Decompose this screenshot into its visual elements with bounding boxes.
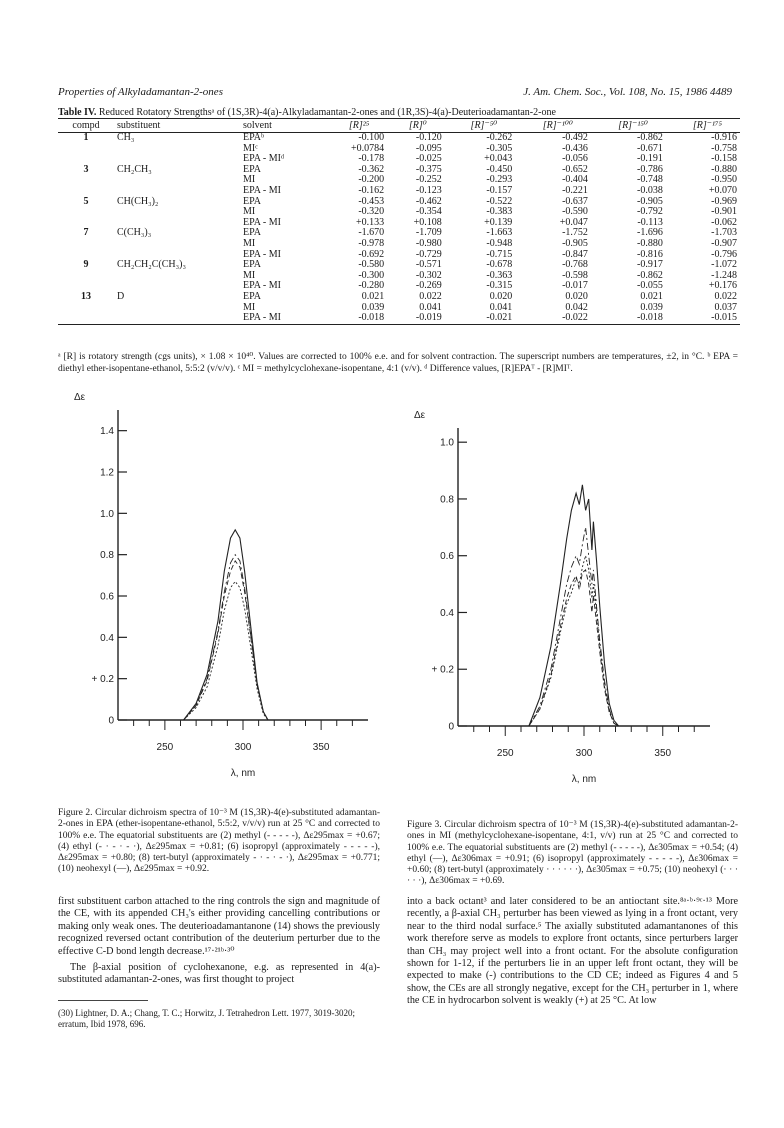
table-cell: -0.293 [486, 174, 513, 186]
table-cell: CH(CH₃)₂ [117, 195, 159, 207]
figure-3-caption: Figure 3. Circular dichroism spectra of 10⁻³ M (1S,3R)-4(e)-substituted adamantan-2-ones in MI (methylcyclohexane-isopentane, 4:1, v/v) run at 25 °C and corrected to 100% e.e. The equatorial substituents are (2) methyl (- - - - -), Δε305max = +0.54; (4) ethyl (—), Δε306max = +0.91; (6) isopropyl (approximately - - - - -), Δε306max = +0.60; (8) tert-butyl (approximately · · · · · ·), Δε305max = +0.75; (10) neohexyl (· · · · · ·), Δε306max = +0.69. [407, 820, 738, 887]
table-cell: -0.786 [636, 163, 663, 175]
table-cell: -0.262 [486, 132, 513, 143]
table-cell: -0.768 [562, 259, 588, 271]
table-cell [114, 144, 240, 155]
table-cell: EPA - MI [243, 280, 281, 292]
table-cell: 7 [83, 227, 89, 239]
table-cell: -0.158 [711, 153, 737, 165]
table-cell: -0.758 [711, 142, 737, 154]
fig2-x-axis-label: λ, nm [230, 768, 256, 779]
table-cell: EPA [243, 195, 261, 207]
table-cell: -0.320 [358, 206, 385, 218]
table-title [58, 107, 738, 118]
table-cell: -0.157 [486, 184, 513, 196]
table-cell: -0.880 [711, 163, 737, 175]
table-cell: EPAᵇ [243, 132, 265, 143]
table-cell: +0.108 [413, 216, 442, 228]
table-cell: -0.580 [358, 259, 385, 271]
table-cell: -0.354 [415, 206, 442, 218]
table-cell: -0.590 [562, 206, 588, 218]
table-cell [114, 281, 240, 292]
table-cell: CH₂CH₂C(CH₃)₃ [117, 259, 186, 271]
fig2-y-axis-label: Δε [74, 392, 86, 403]
table-cell: -1.752 [562, 227, 588, 239]
table-cell: -0.637 [562, 195, 588, 207]
column-header-1: substituent [114, 119, 240, 133]
table-cell: -0.015 [666, 313, 740, 324]
table-cell [114, 271, 240, 282]
fig3-y-tick-label: 0.6 [440, 551, 454, 563]
table-cell [58, 175, 114, 186]
table-cell: -0.018 [591, 313, 666, 324]
table-cell: EPA [243, 163, 261, 175]
table-cell: -1.709 [415, 227, 442, 239]
fig3-x-tick-label: 350 [654, 748, 672, 759]
fig2-x-tick-label: 250 [156, 742, 174, 753]
table-cell: -0.671 [636, 142, 663, 154]
fig3-y-tick-label: + 0.2 [431, 664, 454, 676]
table-cell: -0.113 [637, 216, 663, 228]
table-cell [114, 303, 240, 314]
table-cell: -0.362 [358, 163, 385, 175]
table-cell: -0.018 [326, 313, 387, 324]
table-cell [58, 186, 114, 197]
reference-30: (30) Lightner, D. A.; Chang, T. C.; Horwitz, J. Tetrahedron Lett. 1977, 3019-3020; erratum, Ibid 1978, 696. [58, 1008, 355, 1029]
table-cell: +0.176 [708, 280, 737, 292]
running-header-title: Properties of Alkyladamantan-2-ones [58, 86, 223, 98]
table-cell: -0.905 [562, 237, 588, 249]
table-cell: EPA [243, 259, 261, 271]
table-cell: -0.038 [636, 184, 663, 196]
column-header-0: compd [58, 119, 114, 133]
table-row [58, 186, 740, 197]
table-cell: -0.363 [486, 269, 513, 281]
table-cell: -0.383 [486, 206, 513, 218]
table-cell: +0.043 [484, 153, 513, 165]
table-cell: -0.980 [415, 237, 442, 249]
table-cell: 0.020 [565, 290, 588, 302]
table-cell: -1.248 [711, 269, 737, 281]
column-header-8: [R]⁻¹⁷⁵ [666, 119, 740, 133]
table-cell: +0.139 [484, 216, 513, 228]
table-cell [58, 144, 114, 155]
running-header-journal: J. Am. Chem. Soc., Vol. 108, No. 15, 1986 4489 [523, 86, 732, 98]
table-cell [114, 313, 240, 324]
table-cell: -0.302 [415, 269, 442, 281]
table-cell: -0.252 [415, 174, 442, 186]
table-cell: -0.178 [358, 153, 385, 165]
table-cell: -0.436 [562, 142, 588, 154]
table-row [58, 239, 740, 250]
figure-3-chart [398, 392, 738, 804]
table-cell: -0.095 [415, 142, 442, 154]
table-cell: +0.133 [356, 216, 385, 228]
table-cell: -0.796 [711, 248, 737, 260]
body-left-paragraph-2: The β-axial position of cyclohexanone, e.g. as represented in 4(a)-substituted adamantan-2-ones, was first thought to project [58, 962, 380, 986]
table-cell: D [117, 290, 125, 302]
table-cell: +0.047 [559, 216, 588, 228]
table-row [58, 313, 740, 324]
table-cell: -0.453 [358, 195, 385, 207]
body-left-paragraph-1: first substituent carbon attached to the ring controls the sign and magnitude of the CE, with its appended CH₃'s either providing cancelling contributions or making only weak ones. The deuterioadamantanone (14) shows the previously recognized reversed octant contribution of the deuterium perturber due to the effective C-D bond length decrease.¹⁷·²¹ᵇ·³⁰ [58, 896, 380, 957]
table-cell: -0.375 [415, 163, 442, 175]
table-cell: +0.0784 [351, 142, 385, 154]
table-cell: -0.571 [415, 259, 442, 271]
table-cell: 0.021 [361, 290, 385, 302]
table-cell: +0.070 [708, 184, 737, 196]
table-cell [58, 313, 114, 324]
column-header-5: [R]⁻⁵⁰ [445, 119, 515, 133]
fig3-x-tick-label: 250 [496, 748, 514, 759]
table-cell: EPA - MIᵈ [243, 153, 285, 165]
fig2-x-tick-label: 300 [234, 742, 252, 753]
table-cell: -1.663 [486, 227, 513, 239]
table-cell: -0.162 [358, 184, 385, 196]
table-cell: -0.816 [636, 248, 663, 260]
table-cell: 0.041 [419, 301, 442, 313]
table-cell: -0.315 [486, 280, 513, 292]
table-cell: EPA [243, 290, 261, 302]
table-cell: -0.792 [636, 206, 663, 218]
table-body [58, 133, 740, 325]
table-cell: -0.847 [562, 248, 588, 260]
fig2-y-tick-label: 0 [108, 715, 114, 727]
table-cell: -0.200 [358, 174, 385, 186]
table-cell: -0.652 [562, 163, 588, 175]
table-cell: 5 [83, 195, 89, 207]
table-cell: EPA - MI [240, 313, 326, 324]
figure-2-chart [58, 392, 378, 804]
table-cell: EPA - MI [243, 216, 281, 228]
table-cell [114, 175, 240, 186]
table-cell: -0.598 [562, 269, 588, 281]
fig3-x-axis-label: λ, nm [571, 774, 597, 785]
fig2-x-tick-label: 350 [312, 742, 330, 753]
column-header-2: solvent [240, 119, 326, 133]
table-cell [114, 239, 240, 250]
table-cell: C(CH₃)₃ [117, 227, 152, 239]
table-cell: -0.305 [486, 142, 513, 154]
fig2-y-tick-label: 1.4 [100, 426, 114, 438]
table-cell: MI [243, 301, 256, 313]
table-row [58, 133, 740, 144]
table-cell: -0.748 [636, 174, 663, 186]
fig3-y-tick-label: 1.0 [440, 437, 454, 449]
table-cell: MI [243, 174, 256, 186]
rotatory-strength-table [58, 118, 740, 325]
table-cell: -1.670 [358, 227, 385, 239]
table-cell: -0.055 [636, 280, 663, 292]
fig3-y-tick-label: 0.8 [440, 494, 454, 506]
table-cell [58, 271, 114, 282]
table-cell: -0.862 [636, 269, 663, 281]
table-cell: 0.039 [361, 301, 385, 313]
fig2-y-tick-label: 1.2 [100, 467, 114, 479]
table-cell: -0.062 [711, 216, 737, 228]
fig3-y-tick-label: 0.4 [440, 607, 454, 619]
table-cell: -0.021 [445, 313, 515, 324]
table-cell: -0.120 [415, 132, 442, 143]
table-cell: -0.950 [711, 174, 737, 186]
table-cell: -0.522 [486, 195, 513, 207]
fig3-x-tick-label: 300 [575, 748, 593, 759]
table-cell: EPA - MI [243, 248, 281, 260]
table-cell: -1.696 [636, 227, 663, 239]
table-cell: -0.300 [358, 269, 385, 281]
table-cell: 0.022 [714, 290, 737, 302]
table-cell: -0.025 [415, 153, 442, 165]
table-cell: 3 [83, 163, 89, 175]
table-cell: -0.462 [415, 195, 442, 207]
table-cell: -0.191 [636, 153, 663, 165]
fig3-y-tick-label: 0 [448, 721, 454, 733]
table-cell: -0.404 [562, 174, 588, 186]
table-header-row [58, 119, 740, 133]
table-cell: -0.978 [358, 237, 385, 249]
table-row [58, 281, 740, 292]
fig2-series-1 [184, 530, 268, 720]
table-cell: 9 [83, 259, 89, 271]
table-cell: -1.072 [711, 259, 737, 271]
table-cell: EPA - MI [243, 184, 281, 196]
figure-2-caption: Figure 2. Circular dichroism spectra of 10⁻³ M (1S,3R)-4(e)-substituted adamantan-2-ones in EPA (ether-isopentane-ethanol, 5:5:2, v/v/v) run at 25 °C and corrected to 100% e.e. The equatorial substituents are (2) methyl (- - - - -), Δε295max = +0.67; (4) ethyl (- · - · - ·), Δε295max = +0.81; (6) isopropyl (approximately - - - - -), Δε295max = +0.80; (8) tert-butyl (approximately - · - · - ·), Δε295max = +0.771; (10) neohexyl (—), Δε295max = +0.92. [58, 808, 380, 875]
body-right-paragraph: into a back octant³ and later considered to be an antioctant site.⁸ᵃ·ᵇ·⁹ᶜ·¹³ More recently, a β-axial CH₃ perturber has been viewed as lying in a front octant, very near to the third nodal surface.⁵ The axially substituted adamantanones of this work therefore serve as models to explore front octants, since perturbers larger than CH₃ may project well into a front octant. For the absolute configuration shown for 1-12, if the perturbers lie in an upper left front octant, they will be expected to make (-) contributions to the CD CE; indeed as Figures 4 and 5 show, the CEs are all strongly negative, except for the CH₃ perturber in 1, where the CE in hydrocarbon solvent is weakly (+) at 25 °C. At low [407, 896, 738, 1007]
table-cell: -0.880 [636, 237, 663, 249]
table-caption: Reduced Rotatory Strengthsᵃ of (1S,3R)-4(a)-Alkyladamantan-2-ones and (1R,3S)-4(a)-Deuterioadamantan-2-one [98, 107, 556, 118]
table-cell: -0.017 [562, 280, 588, 292]
table-cell: -0.917 [636, 259, 663, 271]
table-cell: 0.041 [489, 301, 513, 313]
fig3-series-4 [529, 556, 619, 726]
fig3-series-3 [529, 570, 619, 726]
fig2-y-tick-label: 0.4 [100, 632, 114, 644]
table-footnote: ᵃ [R] is rotatory strength (cgs units), × 1.08 × 10⁴⁰. Values are corrected to 100% e.e. and for solvent contraction. The superscript numbers are temperatures, ±2, in °C. ᵇ EPA = diethyl ether-isopentane-ethanol, 5:5:2 (v/v/v). ᶜ MI = methylcyclohexane-isopentane, 4:1 (v/v). ᵈ Difference values, [R]EPAᵀ - [R]MIᵀ. [58, 352, 738, 374]
table-cell: -0.022 [515, 313, 591, 324]
table-cell: 0.037 [714, 301, 737, 313]
column-header-7: [R]⁻¹⁵⁰ [591, 119, 666, 133]
table-cell: MIᶜ [243, 142, 258, 154]
table-cell: CH₂CH₃ [117, 163, 152, 175]
footnote-rule [58, 1000, 148, 1001]
table-cell: MI [243, 206, 256, 218]
table-cell: -0.221 [562, 184, 588, 196]
fig2-series-3 [184, 561, 268, 720]
table-cell: -0.969 [711, 195, 737, 207]
fig2-y-tick-label: 0.8 [100, 550, 114, 562]
table-cell [114, 207, 240, 218]
fig2-y-tick-label: 0.6 [100, 591, 114, 603]
table-cell [58, 207, 114, 218]
table-cell: -0.715 [486, 248, 513, 260]
table-cell: MI [243, 269, 256, 281]
table-label: Table IV. [58, 107, 97, 118]
table-row [58, 292, 740, 303]
table-cell: -0.692 [358, 248, 385, 260]
table-cell [58, 239, 114, 250]
table-cell: 0.042 [565, 301, 588, 313]
fig2-y-tick-label: 1.0 [100, 508, 114, 520]
table-cell: -0.100 [358, 132, 385, 143]
table-cell: 1 [83, 132, 89, 143]
table-cell: -0.019 [387, 313, 445, 324]
column-header-4: [R]⁰ [387, 119, 445, 133]
column-header-3: [R]²⁵ [326, 119, 387, 133]
table-cell: -0.729 [415, 248, 442, 260]
table-cell: -0.280 [358, 280, 385, 292]
table-cell [114, 186, 240, 197]
table-cell: -0.907 [711, 237, 737, 249]
table-cell: -0.269 [415, 280, 442, 292]
table-cell: 0.020 [489, 290, 513, 302]
table-cell: 0.022 [419, 290, 442, 302]
table-cell: -0.862 [636, 132, 663, 143]
table-cell: -0.905 [636, 195, 663, 207]
table-cell: 13 [81, 290, 91, 302]
table-cell: -0.056 [562, 153, 588, 165]
table-cell: -0.916 [711, 132, 737, 143]
fig2-y-tick-label: + 0.2 [91, 674, 114, 686]
table-cell: -0.450 [486, 163, 513, 175]
table-cell [58, 303, 114, 314]
table-cell: MI [243, 237, 256, 249]
fig2-series-4 [184, 582, 268, 721]
table-cell: 0.021 [640, 290, 663, 302]
table-cell: -0.948 [486, 237, 513, 249]
column-header-6: [R]⁻¹⁰⁰ [515, 119, 591, 133]
fig3-series-2 [529, 527, 619, 726]
table-cell: -0.492 [562, 132, 588, 143]
table-cell: -1.703 [711, 227, 737, 239]
table-cell: 0.039 [640, 301, 663, 313]
fig2-series-2 [184, 555, 268, 720]
fig3-series-1 [529, 485, 619, 726]
table-cell: -0.123 [415, 184, 442, 196]
fig3-y-axis-label: Δε [414, 410, 426, 421]
table-cell: -0.901 [711, 206, 737, 218]
table-cell: CH₃ [117, 132, 135, 143]
table-cell: EPA [243, 227, 261, 239]
table-cell: -0.678 [486, 259, 513, 271]
